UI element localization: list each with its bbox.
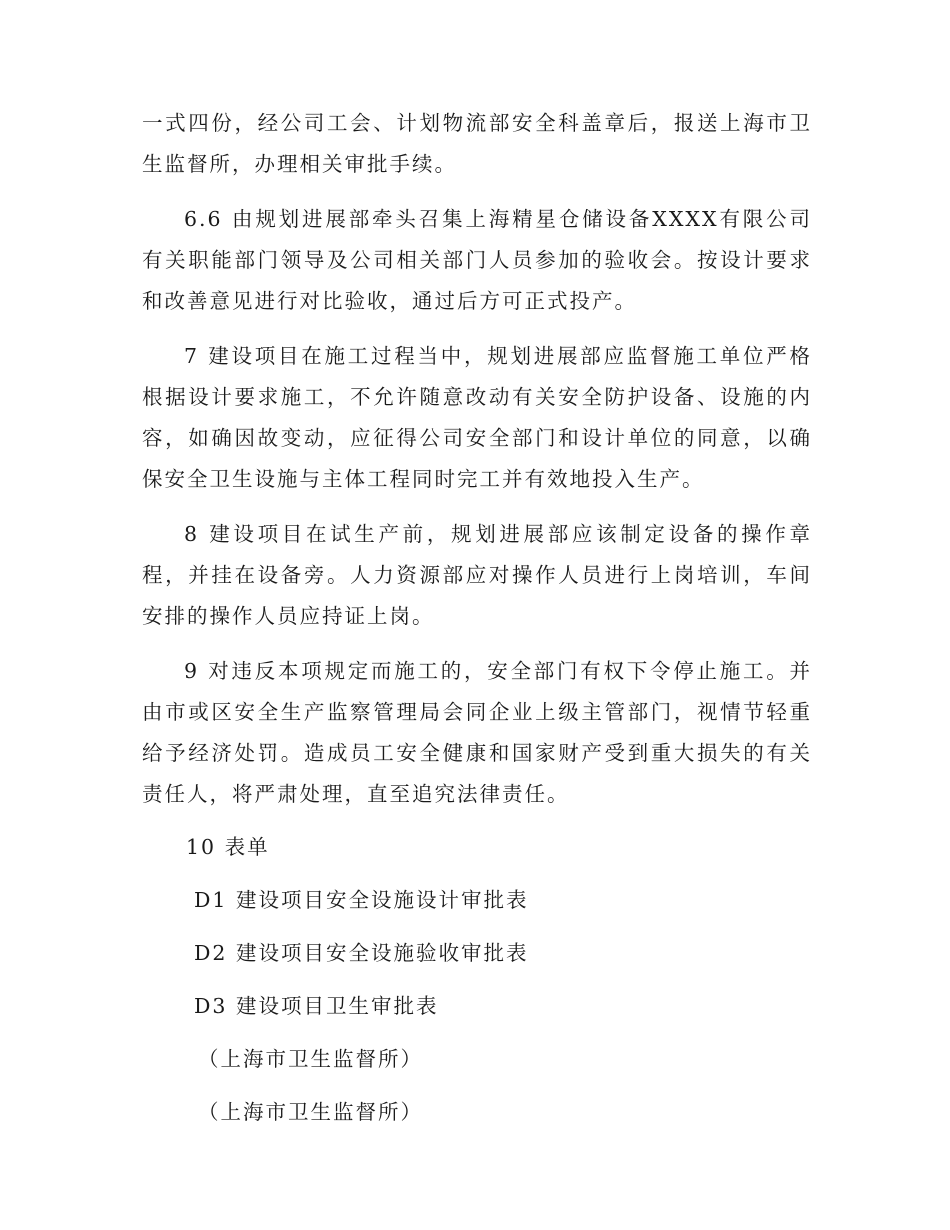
forms-heading: 10 表单: [186, 835, 270, 859]
form-note: （上海市卫生监督所）: [198, 1100, 423, 1124]
form-item-d2: D2 建设项目安全设施验收审批表: [194, 941, 529, 965]
form-note: （上海市卫生监督所）: [198, 1047, 423, 1071]
document-body: [142, 103, 812, 1133]
paragraph-6-6: 6.6 由规划进展部牵头召集上海精星仓储设备XXXX有限公司有关职能部门领导及公司相关部门人员参加的验收会。按设计要求和改善意见进行对比验收，通过后方可正式投产。: [142, 207, 812, 313]
form-item-d1: D1 建设项目安全设施设计审批表: [194, 888, 529, 912]
paragraph-continuation: 一式四份，经公司工会、计划物流部安全科盖章后，报送上海市卫生监督所，办理相关审批手续。: [142, 111, 812, 176]
paragraph-9: 9 对违反本项规定而施工的，安全部门有权下令停止施工。并由市或区安全生产监察管理局会同企业上级主管部门，视情节轻重给予经济处罚。造成员工安全健康和国家财产受到重大损失的有关责任人，将严肃处理，直至追究法律责任。: [142, 659, 812, 806]
paragraph-7: 7 建设项目在施工过程当中，规划进展部应监督施工单位严格根据设计要求施工，不允许随意改动有关安全防护设备、设施的内容，如确因故变动，应征得公司安全部门和设计单位的同意，以确保安全卫生设施与主体工程同时完工并有效地投入生产。: [142, 344, 812, 491]
paragraph-8: 8 建设项目在试生产前，规划进展部应该制定设备的操作章程，并挂在设备旁。人力资源部应对操作人员进行上岗培训，车间安排的操作人员应持证上岗。: [142, 522, 812, 628]
form-item-d3: D3 建设项目卫生审批表: [194, 994, 439, 1018]
